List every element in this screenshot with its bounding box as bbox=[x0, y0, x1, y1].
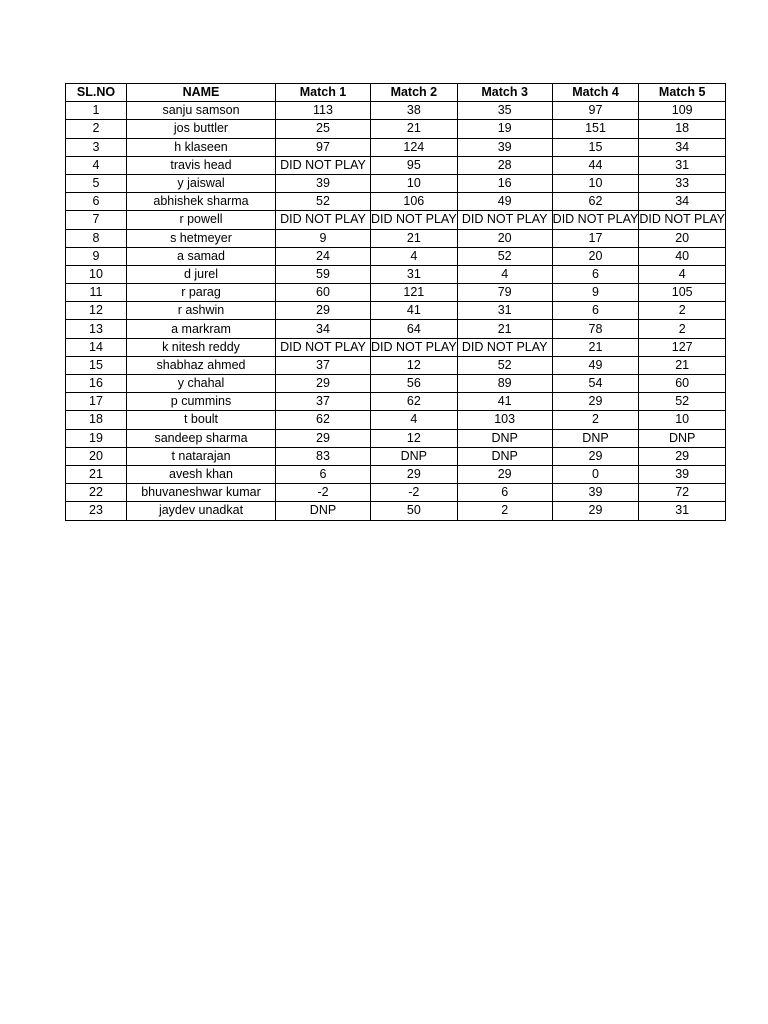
match-5-cell: 2 bbox=[639, 320, 726, 338]
table-row bbox=[66, 320, 726, 338]
sl-no-cell: 12 bbox=[66, 302, 127, 320]
match-2-cell: 38 bbox=[371, 102, 458, 120]
sl-no-cell: 14 bbox=[66, 338, 127, 356]
match-1-cell: 37 bbox=[276, 356, 371, 374]
match-2-cell: 95 bbox=[371, 156, 458, 174]
match-1-cell: DID NOT PLAY bbox=[276, 156, 371, 174]
match-1-cell: 52 bbox=[276, 193, 371, 211]
name-cell: abhishek sharma bbox=[127, 193, 276, 211]
name-cell: r parag bbox=[127, 284, 276, 302]
match-5-cell: 18 bbox=[639, 120, 726, 138]
match-4-cell: 6 bbox=[552, 265, 639, 283]
match-1-cell: DID NOT PLAY bbox=[276, 211, 371, 229]
sl-no-cell: 20 bbox=[66, 447, 127, 465]
match-2-cell: 10 bbox=[371, 174, 458, 192]
match-2-cell: -2 bbox=[371, 484, 458, 502]
sl-no-cell: 15 bbox=[66, 356, 127, 374]
match-3-cell: 35 bbox=[457, 102, 552, 120]
match-5-cell: 72 bbox=[639, 484, 726, 502]
table-row bbox=[66, 156, 726, 174]
match-3-cell: DNP bbox=[457, 429, 552, 447]
name-cell: y jaiswal bbox=[127, 174, 276, 192]
name-cell: s hetmeyer bbox=[127, 229, 276, 247]
table-row bbox=[66, 265, 726, 283]
match-3-cell: 29 bbox=[457, 465, 552, 483]
match-4-cell: 29 bbox=[552, 393, 639, 411]
match-2-cell: 56 bbox=[371, 375, 458, 393]
match-1-cell: 60 bbox=[276, 284, 371, 302]
sl-no-cell: 3 bbox=[66, 138, 127, 156]
name-cell: jaydev unadkat bbox=[127, 502, 276, 520]
header-match-3: Match 3 bbox=[457, 84, 552, 102]
match-4-cell: 29 bbox=[552, 447, 639, 465]
match-5-cell: 31 bbox=[639, 502, 726, 520]
match-3-cell: 49 bbox=[457, 193, 552, 211]
match-4-cell: 62 bbox=[552, 193, 639, 211]
name-cell: r powell bbox=[127, 211, 276, 229]
table-row bbox=[66, 429, 726, 447]
match-5-cell: 39 bbox=[639, 465, 726, 483]
match-4-cell: 54 bbox=[552, 375, 639, 393]
match-3-cell: DNP bbox=[457, 447, 552, 465]
header-name: NAME bbox=[127, 84, 276, 102]
table-row bbox=[66, 193, 726, 211]
match-3-cell: 28 bbox=[457, 156, 552, 174]
match-4-cell: 10 bbox=[552, 174, 639, 192]
name-cell: r ashwin bbox=[127, 302, 276, 320]
match-4-cell: 20 bbox=[552, 247, 639, 265]
match-5-cell: 10 bbox=[639, 411, 726, 429]
match-4-cell: 21 bbox=[552, 338, 639, 356]
match-1-cell: 97 bbox=[276, 138, 371, 156]
match-2-cell: 4 bbox=[371, 247, 458, 265]
name-cell: sanju samson bbox=[127, 102, 276, 120]
sl-no-cell: 8 bbox=[66, 229, 127, 247]
match-5-cell: DNP bbox=[639, 429, 726, 447]
name-cell: t boult bbox=[127, 411, 276, 429]
sl-no-cell: 2 bbox=[66, 120, 127, 138]
match-3-cell: 2 bbox=[457, 502, 552, 520]
table-row bbox=[66, 229, 726, 247]
match-1-cell: 62 bbox=[276, 411, 371, 429]
match-3-cell: 41 bbox=[457, 393, 552, 411]
sl-no-cell: 16 bbox=[66, 375, 127, 393]
name-cell: bhuvaneshwar kumar bbox=[127, 484, 276, 502]
match-1-cell: 59 bbox=[276, 265, 371, 283]
match-2-cell: 124 bbox=[371, 138, 458, 156]
match-4-cell: 97 bbox=[552, 102, 639, 120]
match-3-cell: DID NOT PLAY bbox=[457, 211, 552, 229]
name-cell: p cummins bbox=[127, 393, 276, 411]
sl-no-cell: 5 bbox=[66, 174, 127, 192]
match-1-cell: 29 bbox=[276, 375, 371, 393]
header-match-1: Match 1 bbox=[276, 84, 371, 102]
match-2-cell: 21 bbox=[371, 120, 458, 138]
table-row bbox=[66, 338, 726, 356]
match-2-cell: DID NOT PLAY bbox=[371, 211, 458, 229]
match-5-cell: 20 bbox=[639, 229, 726, 247]
match-5-cell: 40 bbox=[639, 247, 726, 265]
match-2-cell: 4 bbox=[371, 411, 458, 429]
match-1-cell: 83 bbox=[276, 447, 371, 465]
sl-no-cell: 9 bbox=[66, 247, 127, 265]
match-2-cell: DID NOT PLAY bbox=[371, 338, 458, 356]
match-3-cell: 16 bbox=[457, 174, 552, 192]
match-5-cell: 109 bbox=[639, 102, 726, 120]
sl-no-cell: 19 bbox=[66, 429, 127, 447]
match-4-cell: 49 bbox=[552, 356, 639, 374]
match-4-cell: 44 bbox=[552, 156, 639, 174]
header-row bbox=[66, 84, 726, 102]
match-1-cell: 6 bbox=[276, 465, 371, 483]
match-2-cell: DNP bbox=[371, 447, 458, 465]
match-4-cell: 0 bbox=[552, 465, 639, 483]
name-cell: jos buttler bbox=[127, 120, 276, 138]
match-1-cell: 113 bbox=[276, 102, 371, 120]
match-3-cell: 6 bbox=[457, 484, 552, 502]
table-row bbox=[66, 484, 726, 502]
match-5-cell: 34 bbox=[639, 193, 726, 211]
table-row bbox=[66, 411, 726, 429]
table-row bbox=[66, 375, 726, 393]
match-1-cell: 29 bbox=[276, 429, 371, 447]
match-3-cell: 21 bbox=[457, 320, 552, 338]
match-2-cell: 64 bbox=[371, 320, 458, 338]
match-2-cell: 121 bbox=[371, 284, 458, 302]
match-4-cell: 151 bbox=[552, 120, 639, 138]
match-3-cell: 52 bbox=[457, 356, 552, 374]
sl-no-cell: 22 bbox=[66, 484, 127, 502]
table-body bbox=[66, 102, 726, 520]
sl-no-cell: 13 bbox=[66, 320, 127, 338]
match-5-cell: 34 bbox=[639, 138, 726, 156]
match-1-cell: 29 bbox=[276, 302, 371, 320]
match-4-cell: 2 bbox=[552, 411, 639, 429]
match-2-cell: 62 bbox=[371, 393, 458, 411]
match-1-cell: 25 bbox=[276, 120, 371, 138]
name-cell: h klaseen bbox=[127, 138, 276, 156]
name-cell: travis head bbox=[127, 156, 276, 174]
sl-no-cell: 11 bbox=[66, 284, 127, 302]
table-row bbox=[66, 302, 726, 320]
table-row bbox=[66, 465, 726, 483]
table-row bbox=[66, 138, 726, 156]
sl-no-cell: 18 bbox=[66, 411, 127, 429]
table-row bbox=[66, 211, 726, 229]
match-5-cell: 4 bbox=[639, 265, 726, 283]
table-row bbox=[66, 247, 726, 265]
match-4-cell: 6 bbox=[552, 302, 639, 320]
match-3-cell: 31 bbox=[457, 302, 552, 320]
match-4-cell: 39 bbox=[552, 484, 639, 502]
match-2-cell: 50 bbox=[371, 502, 458, 520]
header-match-5: Match 5 bbox=[639, 84, 726, 102]
match-3-cell: 19 bbox=[457, 120, 552, 138]
match-1-cell: DID NOT PLAY bbox=[276, 338, 371, 356]
name-cell: avesh khan bbox=[127, 465, 276, 483]
match-4-cell: DNP bbox=[552, 429, 639, 447]
match-4-cell: 9 bbox=[552, 284, 639, 302]
match-2-cell: 12 bbox=[371, 356, 458, 374]
name-cell: d jurel bbox=[127, 265, 276, 283]
match-2-cell: 31 bbox=[371, 265, 458, 283]
match-5-cell: 60 bbox=[639, 375, 726, 393]
match-3-cell: DID NOT PLAY bbox=[457, 338, 552, 356]
table-row bbox=[66, 284, 726, 302]
match-2-cell: 29 bbox=[371, 465, 458, 483]
header-match-4: Match 4 bbox=[552, 84, 639, 102]
table-row bbox=[66, 174, 726, 192]
match-3-cell: 103 bbox=[457, 411, 552, 429]
match-3-cell: 79 bbox=[457, 284, 552, 302]
header-match-2: Match 2 bbox=[371, 84, 458, 102]
table-row bbox=[66, 502, 726, 520]
sl-no-cell: 4 bbox=[66, 156, 127, 174]
name-cell: sandeep sharma bbox=[127, 429, 276, 447]
sl-no-cell: 6 bbox=[66, 193, 127, 211]
match-3-cell: 20 bbox=[457, 229, 552, 247]
sl-no-cell: 23 bbox=[66, 502, 127, 520]
table-row bbox=[66, 393, 726, 411]
sl-no-cell: 7 bbox=[66, 211, 127, 229]
table-row bbox=[66, 356, 726, 374]
match-2-cell: 41 bbox=[371, 302, 458, 320]
match-4-cell: 15 bbox=[552, 138, 639, 156]
match-4-cell: 17 bbox=[552, 229, 639, 247]
sl-no-cell: 1 bbox=[66, 102, 127, 120]
match-5-cell: 105 bbox=[639, 284, 726, 302]
match-3-cell: 4 bbox=[457, 265, 552, 283]
match-3-cell: 39 bbox=[457, 138, 552, 156]
name-cell: t natarajan bbox=[127, 447, 276, 465]
score-table bbox=[65, 83, 726, 521]
match-5-cell: 21 bbox=[639, 356, 726, 374]
match-1-cell: 34 bbox=[276, 320, 371, 338]
name-cell: y chahal bbox=[127, 375, 276, 393]
name-cell: a samad bbox=[127, 247, 276, 265]
match-1-cell: 24 bbox=[276, 247, 371, 265]
match-5-cell: 31 bbox=[639, 156, 726, 174]
match-3-cell: 89 bbox=[457, 375, 552, 393]
match-1-cell: -2 bbox=[276, 484, 371, 502]
match-1-cell: 9 bbox=[276, 229, 371, 247]
table-row bbox=[66, 447, 726, 465]
match-1-cell: 39 bbox=[276, 174, 371, 192]
match-2-cell: 12 bbox=[371, 429, 458, 447]
match-1-cell: 37 bbox=[276, 393, 371, 411]
table-row bbox=[66, 120, 726, 138]
match-4-cell: 29 bbox=[552, 502, 639, 520]
match-4-cell: 78 bbox=[552, 320, 639, 338]
header-sl-no: SL.NO bbox=[66, 84, 127, 102]
match-2-cell: 21 bbox=[371, 229, 458, 247]
name-cell: shabhaz ahmed bbox=[127, 356, 276, 374]
match-1-cell: DNP bbox=[276, 502, 371, 520]
match-5-cell: 33 bbox=[639, 174, 726, 192]
name-cell: a markram bbox=[127, 320, 276, 338]
sl-no-cell: 17 bbox=[66, 393, 127, 411]
table-row bbox=[66, 102, 726, 120]
match-5-cell: DID NOT PLAY bbox=[639, 211, 726, 229]
match-3-cell: 52 bbox=[457, 247, 552, 265]
sl-no-cell: 21 bbox=[66, 465, 127, 483]
match-4-cell: DID NOT PLAY bbox=[552, 211, 639, 229]
match-2-cell: 106 bbox=[371, 193, 458, 211]
match-5-cell: 127 bbox=[639, 338, 726, 356]
match-5-cell: 52 bbox=[639, 393, 726, 411]
match-5-cell: 2 bbox=[639, 302, 726, 320]
match-5-cell: 29 bbox=[639, 447, 726, 465]
name-cell: k nitesh reddy bbox=[127, 338, 276, 356]
sl-no-cell: 10 bbox=[66, 265, 127, 283]
